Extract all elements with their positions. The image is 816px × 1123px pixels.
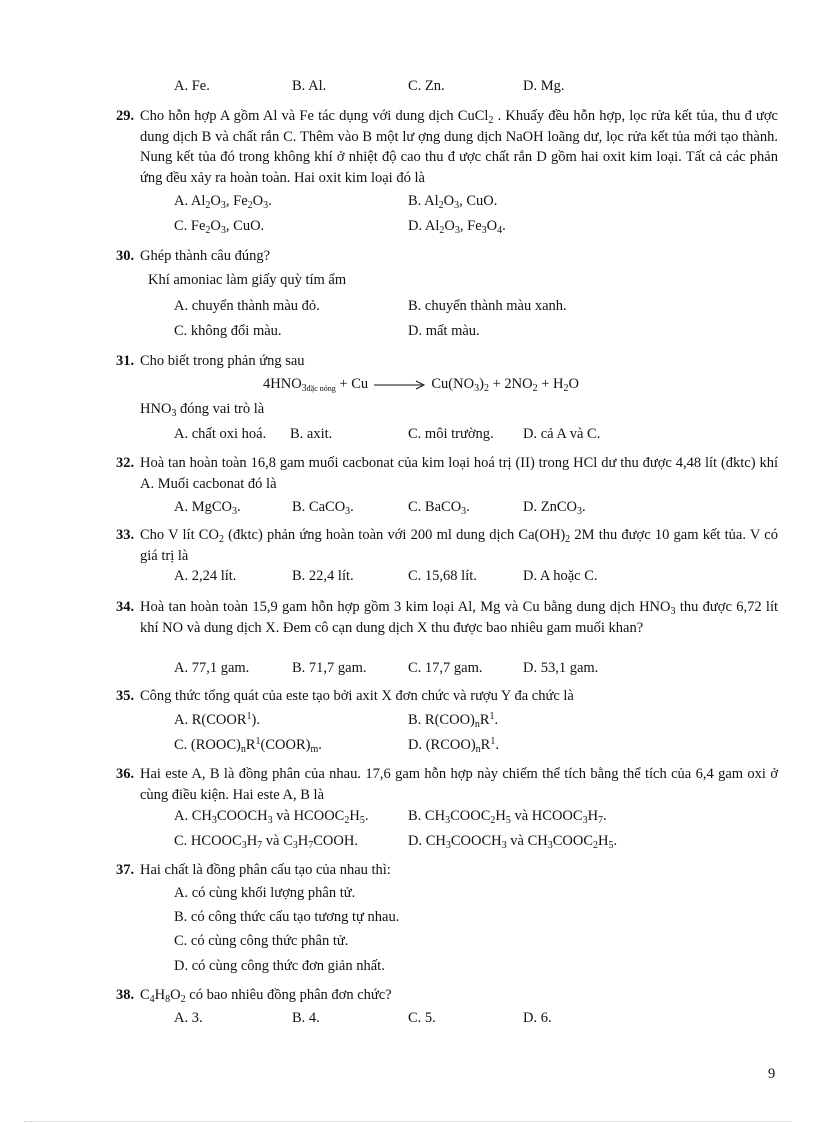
q37-option-a-row xyxy=(174,885,774,905)
q35-option-b: B. $R(COO)_nR^1$. xyxy=(408,711,499,730)
question-text: Hoà tan hoàn toàn 16,8 gam muối cacbonat của kim loại hoá trị (II) trong HCl dư thu được 4,48 lít (đktc) khí A. Muối cacbonat đó là xyxy=(140,455,778,492)
question-text: Hai este A, B là đồng phân của nhau. 17,6 gam hỗn hợp này chiếm thể tích bằng thể tích của 6,4 gam oxi ở cùng điều kiện. Hai este A, B là xyxy=(140,766,778,803)
q35-options-row2 xyxy=(174,737,774,757)
reaction-condition: đặc nóng xyxy=(306,384,336,393)
q36-options-row1 xyxy=(174,808,774,828)
question-text: Hai chất là đồng phân cấu tạo của nhau thì: xyxy=(140,862,391,878)
q36-options-row2 xyxy=(174,833,774,853)
question-30 xyxy=(116,246,778,267)
q28-option-c: C. Zn. xyxy=(408,78,445,94)
question-number: 30. xyxy=(116,248,135,264)
question-number: 37. xyxy=(116,862,135,878)
question-38 xyxy=(116,985,778,1006)
footer-divider xyxy=(24,1121,792,1122)
reaction-arrow-icon xyxy=(372,380,428,390)
q37-option-b: B. có công thức cấu tạo tương tự nhau. xyxy=(174,909,400,925)
question-number: 36. xyxy=(116,766,135,782)
q37-option-d-row xyxy=(174,958,774,978)
q37-option-d: D. có cùng công thức đơn giản nhất. xyxy=(174,958,385,974)
q38-options xyxy=(174,1010,774,1030)
question-text: Cho hỗn hợp A gồm Al và Fe tác dụng với dung dịch CuCl$_2$ . Khuấy đều hỗn hợp, lọc rửa kết tủa, thu đ ược dung dịch B và chất rắn C. Thêm vào B một lư ợng dung dịch NaOH loãng dư, lọc rửa kết tủa mới tạo thành. Nung kết tủa đó trong không khí ở nhiệt độ cao thu đ ược chất rắn D gồm hai oxit kim loại. Tất cả các phản ứng đều xảy ra hoàn toàn. Hai oxit kim loại đó là xyxy=(140,108,778,186)
q33-option-c: C. 15,68 lít. xyxy=(408,568,477,584)
q33-options xyxy=(174,568,774,588)
q37-option-c: C. có cùng công thức phân tử. xyxy=(174,933,349,949)
question-text: $C_4H_8O_2$ có bao nhiêu đồng phân đơn chức? xyxy=(140,987,392,1005)
q33-option-d: D. A hoặc C. xyxy=(523,568,598,584)
question-32 xyxy=(116,453,778,494)
q34-option-c: C. 17,7 gam. xyxy=(408,660,483,676)
q37-option-c-row xyxy=(174,933,774,953)
q35-option-a: A. R(COOR$^1$). xyxy=(174,711,260,728)
question-37 xyxy=(116,860,778,881)
question-number: 33. xyxy=(116,527,135,543)
q37-option-b-row xyxy=(174,909,774,929)
q30-stem: Khí amoniac làm giấy quỳ tím ẩm xyxy=(148,272,347,288)
question-34 xyxy=(116,597,778,638)
q29-option-c: C. $Fe_2O_3$, CuO. xyxy=(174,218,265,236)
q34-option-a: A. 77,1 gam. xyxy=(174,660,250,676)
q38-option-c: C. 5. xyxy=(408,1010,436,1026)
q29-option-d: D. $Al_2O_3$, $Fe_3O_4$. xyxy=(408,218,506,236)
q34-options xyxy=(174,660,774,680)
q37-option-a: A. có cùng khối lượng phân tử. xyxy=(174,885,356,901)
question-text: Công thức tổng quát của este tạo bởi axit X đơn chức và rượu Y đa chức là xyxy=(140,688,574,704)
q32-option-c: C. BaCO$_3$. xyxy=(408,499,470,517)
question-35 xyxy=(116,686,778,707)
question-text: Cho V lít $CO_2$ (đktc) phản ứng hoàn toàn với 200 ml dung dịch $Ca(OH)_2$ 2M thu được 10 gam kết tủa. V có giá trị là xyxy=(140,527,778,564)
q29-options-row1 xyxy=(174,193,774,213)
q31-option-d: D. cả A và C. xyxy=(523,426,601,442)
question-33 xyxy=(116,525,778,566)
q32-option-a: A. MgCO$_3$. xyxy=(174,499,241,517)
q32-options xyxy=(174,499,774,519)
q35-options-row1 xyxy=(174,712,774,732)
question-number: 32. xyxy=(116,455,135,471)
q30-option-d: D. mất màu. xyxy=(408,323,480,339)
q28-option-a: A. Fe. xyxy=(174,78,210,94)
q33-option-a: A. 2,24 lít. xyxy=(174,568,237,584)
q38-option-b: B. 4. xyxy=(292,1010,320,1026)
q32-option-d: D. ZnCO$_3$. xyxy=(523,499,586,517)
q36-option-b: B. $CH_3COOC_2H_5$ và $HCOOC_3H_7$. xyxy=(408,808,607,826)
q35-option-d: D. $(RCOO)_nR^1$. xyxy=(408,736,499,755)
q33-option-b: B. 22,4 lít. xyxy=(292,568,354,584)
q31-role-text: $HNO_3$ đóng vai trò là xyxy=(140,401,265,419)
q36-option-c: C. $HCOOC_3H_7$ và $C_3H_7COOH$. xyxy=(174,833,358,851)
q30-option-a: A. chuyển thành màu đỏ. xyxy=(174,298,320,314)
q36-option-d: D. $CH_3COOCH_3$ và $CH_3COOC_2H_5$. xyxy=(408,833,618,851)
question-text: Ghép thành câu đúng? xyxy=(140,248,271,264)
q32-option-b: B. CaCO$_3$. xyxy=(292,499,354,517)
q29-options-row2 xyxy=(174,218,774,238)
q30-option-b: B. chuyển thành màu xanh. xyxy=(408,298,567,314)
q34-option-b: B. 71,7 gam. xyxy=(292,660,367,676)
question-number: 31. xyxy=(116,353,135,369)
q28-option-b: B. Al. xyxy=(292,78,327,94)
question-36 xyxy=(116,764,778,805)
q38-option-d: D. 6. xyxy=(523,1010,552,1026)
q28-option-d: D. Mg. xyxy=(523,78,565,94)
q29-option-a: A. $Al_2O_3$, $Fe_2O_3$. xyxy=(174,193,272,211)
question-number: 35. xyxy=(116,688,135,704)
q31-option-c: C. môi trường. xyxy=(408,426,494,442)
question-text: Hoà tan hoàn toàn 15,9 gam hỗn hợp gồm 3 kim loại Al, Mg và Cu bằng dung dịch $HNO_3$ thu được 6,72 lít khí NO và dung dịch X. Đem cô cạn dung dịch X thu được bao nhiêu gam muối khan? xyxy=(140,599,778,636)
reaction-equation: $4HNO_{3đặc nóng} + Cu$ $Cu(NO_3)_2 + 2NO_2 + H_2O$ xyxy=(263,376,579,394)
question-number: 29. xyxy=(116,108,135,124)
question-31 xyxy=(116,351,778,372)
q28-options xyxy=(174,78,774,98)
q30-options-row2 xyxy=(174,323,774,343)
q38-option-a: A. 3. xyxy=(174,1010,203,1026)
page-number: 9 xyxy=(768,1066,776,1082)
question-number: 38. xyxy=(116,987,135,1003)
question-text: Cho biết trong phản ứng sau xyxy=(140,353,305,369)
q35-option-c: C. $(ROOC)_nR^1(COOR)_m$. xyxy=(174,736,322,755)
q31-option-a: A. chất oxi hoá. xyxy=(174,426,267,442)
q30-options-row1 xyxy=(174,298,774,318)
q29-option-b: B. $Al_2O_3$, CuO. xyxy=(408,193,498,211)
q34-option-d: D. 53,1 gam. xyxy=(523,660,599,676)
q30-option-c: C. không đổi màu. xyxy=(174,323,282,339)
question-number: 34. xyxy=(116,599,135,615)
q31-option-b: B. axit. xyxy=(290,426,333,442)
question-29 xyxy=(116,106,778,188)
q31-options xyxy=(174,426,774,446)
q36-option-a: A. $CH_3COOCH_3$ và $HCOOC_2H_5$. xyxy=(174,808,369,826)
